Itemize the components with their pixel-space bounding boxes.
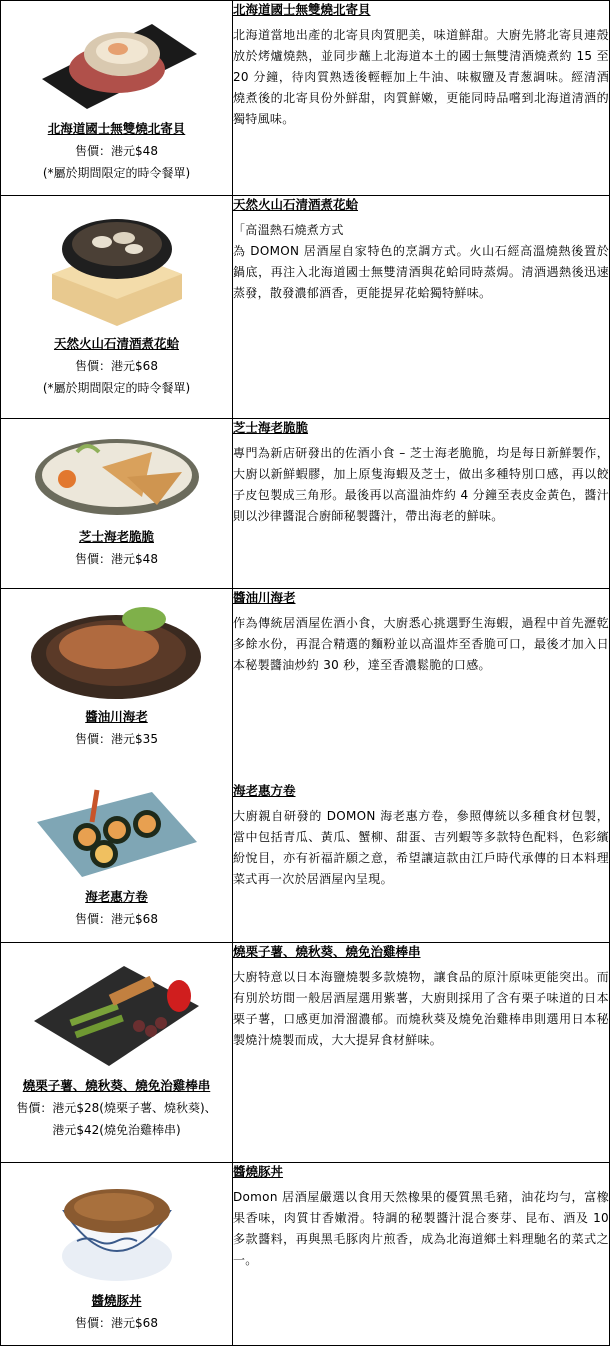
dish-cell [1,419,233,589]
desc-text: 為 DOMON 居酒屋自家特色的烹調方式。火山石經高溫燒熱後置於鍋底，再注入北海道國士無雙清酒與花蛤同時蒸焗。清酒遇熱後迅速蒸發，散發濃郁酒香，更能提昇花蛤獨特鮮味。 [233,244,609,300]
desc-cell [233,419,610,589]
skewers-image [29,951,204,1071]
menu-row [1,589,610,943]
dish-cell [1,196,233,419]
dish-note: (*屬於期間限定的時令餐單) [42,166,191,180]
dish-price: 售價：港元$68 [75,912,158,926]
menu-row [1,419,610,589]
scallop-dish-image [32,9,202,114]
dish-cell [1,589,233,943]
menu-row [1,1,610,196]
dish-cell [1,943,233,1163]
desc-cell [233,1,610,196]
dish-name: 燒栗子薯、燒秋葵、燒免治雞棒串 [22,1078,211,1093]
desc-text: 作為傳統居酒屋佐酒小食，大廚悉心挑選野生海蝦，過程中首先瀝乾多餘水份，再混合精選的麵粉並以高溫炸至香脆可口，最後才加入日本秘製醬油炒約 30 秒，達至香濃鬆脆的口感。 [233,616,609,672]
dish-name: 醬燒豚丼 [91,1293,142,1308]
shrimp-crisp-image [32,427,202,522]
sub-desc [233,589,609,782]
menu-row [1,196,610,419]
dish-name: 天然火山石清酒煮花蛤 [53,336,179,351]
dish-name: 北海道國士無雙燒北寄貝 [47,121,186,136]
menu-row [1,1163,610,1346]
desc-title: 海老惠方卷 [233,783,296,798]
desc-text: 大廚親自研發的 DOMON 海老惠方卷，參照傳統以多種食材包製，當中包括青瓜、黃瓜、蟹柳、甜蛋、吉列蝦等多款特色配料，色彩繽紛悅目，亦有祈福許願之意，希望讓這款由江戶時代承傳的日本料理菜式再一次於居酒屋內呈現。 [233,809,609,886]
clam-stone-pot-image [42,204,192,329]
desc-title: 芝士海老脆脆 [233,420,309,435]
dish-name: 醬油川海老 [85,709,148,724]
desc-text: 「高溫熱石燒煮方式 [233,223,344,237]
dish-price-2: 港元$42(燒免治雞棒串) [52,1123,181,1137]
ehomaki-roll-image [32,782,202,882]
desc-text: 大廚特意以日本海鹽燒製多款燒物，讓食品的原汁原味更能突出。而有別於坊間一般居酒屋選用紫薯，大廚則採用了含有栗子味道的日本栗子薯，口感更加滑溜濃郁。而燒秋葵及燒免治雞棒串則選用日本秘製燒汁燒製而成，大大提昇食材鮮味。 [233,970,609,1047]
menu-row [1,943,610,1163]
desc-title: 北海道國士無雙燒北寄貝 [233,2,371,17]
dish-note: (*屬於期間限定的時令餐單) [42,381,191,395]
dish-price: 售價：港元$48 [75,144,158,158]
dish-cell [1,1,233,196]
sub-dish [1,597,232,774]
desc-title: 醬燒豚丼 [233,1164,284,1179]
dish-price: 售價：港元$28(燒栗子薯、燒秋葵)、 [16,1101,217,1115]
pork-bowl-image [52,1171,182,1286]
dish-cell [1,1163,233,1346]
desc-title: 醬油川海老 [233,590,296,605]
sub-dish [1,782,232,942]
desc-text: 專門為新店研發出的佐酒小食 – 芝士海老脆脆，均是每日新鮮製作，大廚以新鮮蝦膠，加上原隻海蝦及芝士，做出多種特別口感，再以餃子皮包製成三角形。最後再以高溫油炸約 4 分鐘至表皮金黃色，醬汁則以沙律醬混合廚師秘製醬汁，帶出海老的鮮味。 [233,446,609,523]
soy-shrimp-image [29,597,204,702]
desc-title: 天然火山石清酒煮花蛤 [233,197,359,212]
desc-cell [233,1163,610,1346]
desc-title: 燒栗子薯、燒秋葵、燒免治雞棒串 [233,944,421,959]
desc-text: 北海道當地出產的北寄貝肉質肥美，味道鮮甜。大廚先將北寄貝連殼放於烤爐燒熱，並同步蘸上北海道本土的國士無雙清酒燒煮約 15 至 20 分鐘，待肉質熟透後輕輕加上牛油、味椒鹽及青葱調味。經清酒燒煮後的北寄貝份外鮮甜，肉質鮮嫩，更能同時品嚐到北海道清酒的獨特風味。 [233,28,609,126]
desc-text: Domon 居酒屋嚴選以食用天然橡果的優質黑毛豬，油花均勻，富橡果香味，肉質甘香嫩滑。特調的秘製醬汁混合麥芽、昆布、酒及 10 多款醬料，再與黑毛豚肉片煎香，成為北海道鄉土料理馳名的菜式之一。 [233,1190,609,1267]
dish-price: 售價：港元$68 [75,1316,158,1330]
desc-cell [233,943,610,1163]
dish-price: 售價：港元$48 [75,552,158,566]
dish-price: 售價：港元$35 [75,732,158,746]
sub-desc [233,782,609,890]
dish-name: 海老惠方卷 [85,889,148,904]
desc-cell [233,196,610,419]
dish-price: 售價：港元$68 [75,359,158,373]
dish-name: 芝士海老脆脆 [78,529,154,544]
desc-cell [233,589,610,943]
